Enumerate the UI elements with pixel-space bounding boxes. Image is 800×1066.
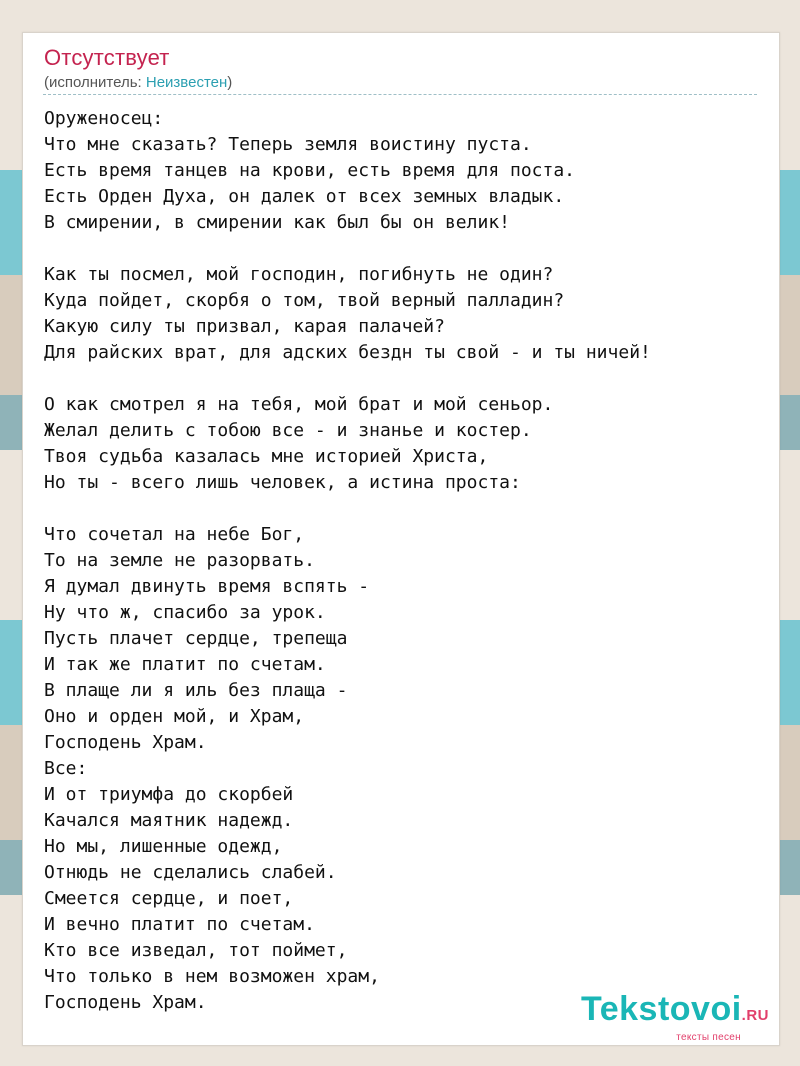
song-title: Отсутствует	[44, 45, 170, 70]
lyrics-card	[22, 32, 780, 1046]
artist-prefix: (исполнитель:	[44, 74, 146, 91]
artist-suffix: )	[227, 74, 233, 91]
site-logo[interactable]	[581, 991, 769, 1043]
logo-tld: .RU	[741, 1007, 769, 1024]
lyrics-text: Оруженосец: Что мне сказать? Теперь земля воистину пуста. Есть время танцев на крови, есть время для поста. Есть Орден Духа, он далек от всех земных владык. В смирении, в смирении как был бы он велик! Как ты посмел, мой господин, погибнуть не один? Куда пойдет, скорбя о том, твой верный палладин? Какую силу ты призвал, карая палачей? Для райских врат, для адских бездн ты свой - и ты ничей! О как смотрел я на тебя, мой брат и мой сеньор. Желал делить с тобою все - и знанье и костер. Твоя судьба казалась мне историей Христа, Но ты - всего лишь человек, а истина проста: Что сочетал на небе Бог, То на земле не разорвать. Я думал двинуть время вспять - Ну что ж, спасибо за урок. Пусть плачет сердце, трепеща И так же платит по счетам. В плаще ли я иль без плаща - Оно и орден мой, и Храм, Господень Храм. Все: И от триумфа до скорбей Качался маятник надежд. Но мы, лишенные одежд, Отнюдь не сделались слабей. Смеется сердце, и поет, И вечно платит по счетам. Кто все изведал, тот поймет, Что только в нем возможен храм, Господень Храм.	[44, 108, 651, 1013]
header-divider	[43, 94, 757, 95]
logo-tagline: тексты песен	[676, 1032, 741, 1043]
logo-name: Tekstovoi	[580, 990, 742, 1028]
artist-link[interactable]: Неизвестен	[145, 74, 228, 91]
song-meta	[44, 74, 232, 91]
